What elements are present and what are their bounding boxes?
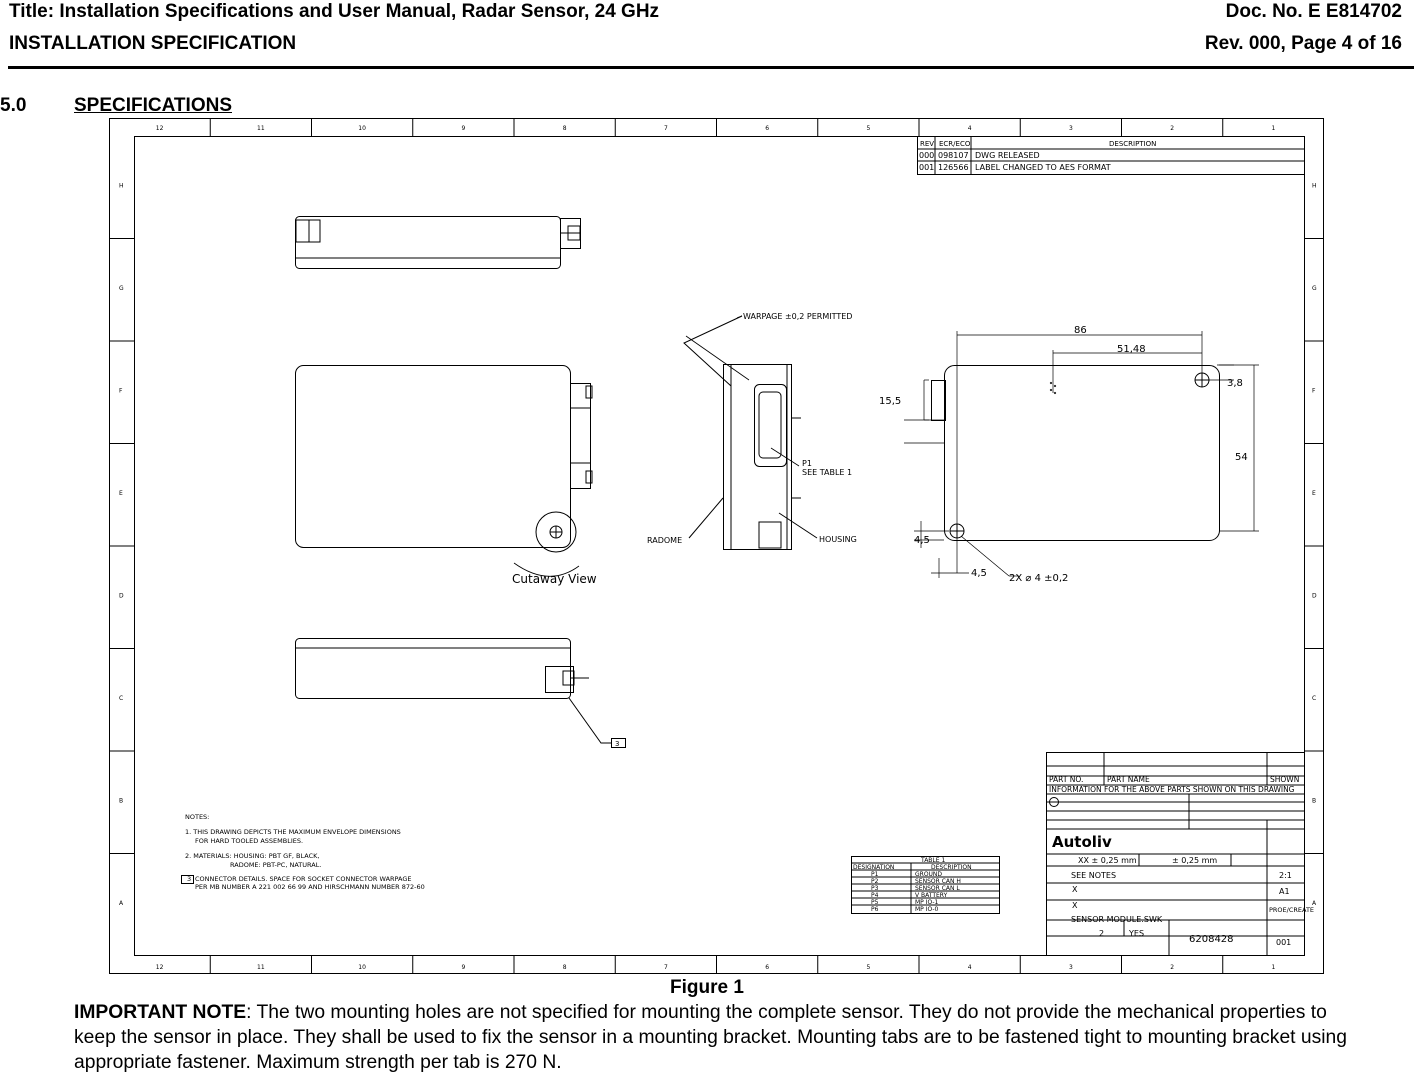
zone-row-label: H [119,182,124,190]
part-no-label: PART NO. [1049,775,1084,784]
dim-3-8: 3,8 [1227,378,1243,389]
table1-header-designation: DESIGNATION [853,864,895,871]
table1-pin: P4 [871,892,879,899]
title-block-rev: 001 [1276,938,1292,947]
sensor-bottom-view [295,639,626,748]
note-1: 1. THIS DRAWING DEPICTS THE MAXIMUM ENVELOPE DIMENSIONS [185,828,401,836]
zone-row-label: F [119,387,123,395]
table1-description: V BATTERY [915,892,948,899]
zone-column-label: 9 [461,125,466,132]
dim-15: 15,5 [879,396,902,407]
revision-page: Rev. 000, Page 4 of 16 [1204,33,1402,54]
table1-pin: P1 [871,871,879,878]
table1-title: TABLE 1 [921,857,946,864]
zone-column-label: 10 [358,964,366,971]
zone-row-label: G [1312,284,1317,292]
sensor-front-view [296,366,593,577]
title-block [1046,752,1305,956]
part-name-label: PART NAME [1107,775,1150,784]
zone-column-label: 4 [967,964,972,971]
autoliv-logo: Autoliv [1052,833,1112,851]
zone-column-label: 10 [358,125,366,132]
zone-column-label: 6 [765,964,770,971]
zone-column-label: 2 [1170,964,1175,971]
radome-label: RADOME [647,536,683,545]
zone-column-label: 8 [562,964,567,971]
revision-table [917,136,1305,175]
zone-row-label: C [119,694,124,702]
zone-column-label: 12 [155,125,164,132]
important-note [74,1000,1364,1075]
description-header: DESCRIPTION [1109,140,1157,148]
classification: 2 [1099,929,1105,938]
zone-row-label: D [119,592,124,600]
eco-cell: 126566 [938,163,969,172]
zone-column-label: 9 [461,964,466,971]
section-title: SPECIFICATIONS [74,95,232,116]
drawing-notes [185,813,425,891]
table1-description: GROUND [915,871,943,878]
dim-86: 86 [1074,325,1087,336]
eco-cell: 098107 [938,151,969,160]
zone-row-label: A [1312,899,1317,907]
see-table-label: SEE TABLE 1 [802,468,853,477]
size-value: A1 [1279,887,1290,896]
note-3: CONNECTOR DETAILS. SPACE FOR SOCKET CONNECTOR WARPAGE [195,875,412,883]
table1-description: MP IO-1 [915,899,939,906]
cutaway-label: Cutaway View [512,572,597,586]
zone-row-label: F [1312,387,1316,395]
table1-description: SENSOR CAN H [915,878,961,885]
sensor-top-view [295,217,581,269]
dim-51: 51,48 [1117,344,1146,355]
file-name: SENSOR MODULE.SWK [1071,915,1163,924]
zone-column-label: 6 [765,125,770,132]
zone-column-label: 3 [1068,125,1073,132]
warpage-label: WARPAGE ±0,2 PERMITTED [743,312,853,321]
zone-row-label: E [1312,489,1316,497]
sensor-dimensioned-view [904,331,1259,578]
table1-header-description: DESCRIPTION [931,864,972,871]
zone-row-label: E [119,489,123,497]
zone-column-label: 1 [1271,964,1276,971]
zone-row-label: C [1312,694,1317,702]
document-subtitle: INSTALLATION SPECIFICATION [9,33,297,54]
zone-row-label: D [1312,592,1317,600]
zone-row-label: A [119,899,124,907]
zone-column-label: 4 [967,125,972,132]
dim-4-5-b: 4,5 [971,568,987,579]
note-3-cont: PER MB NUMBER A 221 002 66 99 AND HIRSCHMANN NUMBER 872-60 [195,883,425,891]
zone-column-label: 7 [663,964,668,971]
rev-cell: 001 [919,163,935,172]
important-note-text: : The two mounting holes are not specified for mounting the complete sensor. They do not provide the mechanical properties to keep the sensor in place. They shall be used to fix the sensor in a mounting bracket. Mounting tabs are to be fastened tight to mounting bracket using appropriate fastener. Maximum strength per tab is 270 N. [74,1002,1347,1073]
table1-pin: P5 [871,899,879,906]
header-rule [8,66,1414,69]
shown-label: SHOWN [1270,775,1300,784]
zone-grid [109,118,1324,974]
table1-pin: P3 [871,885,879,892]
zone-column-label: 5 [866,125,871,132]
zone-column-label: 2 [1170,125,1175,132]
document-title: Title: Installation Specifications and User Manual, Radar Sensor, 24 GHz [9,1,660,22]
drawing-number: 6208428 [1189,934,1234,945]
callout-3: 3 [615,740,620,748]
drawing-outer-frame [110,119,1324,974]
note-2: 2. MATERIALS: HOUSING: PBT GF, BLACK, [185,852,320,860]
tolerance-x: ± 0,25 mm [1172,856,1218,865]
rev-header: REV [920,140,935,148]
engineering-drawing [109,118,1324,974]
rev-cell: 000 [919,151,935,160]
table1-pin: P6 [871,906,879,913]
zone-row-label: B [119,797,124,805]
description-cell: DWG RELEASED [975,151,1040,160]
info-label: INFORMATION FOR THE ABOVE PARTS SHOWN ON THIS DRAWING [1049,785,1295,794]
note-3-number: 3 [187,875,192,883]
important-note-label: IMPORTANT NOTE [74,1002,247,1023]
zone-column-label: 3 [1068,964,1073,971]
pin-p1-label: P1 [802,459,812,468]
cad-value: X [1072,901,1078,910]
scale-value: 2:1 [1279,871,1292,880]
sensor-side-view [684,316,817,550]
dim-4-5-a: 4,5 [914,535,930,546]
zone-row-label: H [1312,182,1317,190]
zone-row-label: G [119,284,124,292]
eco-header: ECR/ECO [939,140,971,148]
dim-54: 54 [1235,452,1248,463]
table1-description: MP IO-0 [915,906,939,913]
table1-pin: P2 [871,878,879,885]
zone-column-label: 5 [866,964,871,971]
housing-label: HOUSING [819,535,857,544]
table1-description: SENSOR CAN L [915,885,960,892]
notes-heading: NOTES: [185,813,210,821]
drawing-yes: YES [1129,929,1145,938]
zone-column-label: 11 [257,964,265,971]
cad-system: PROE/CREATE [1269,906,1315,914]
see-notes: SEE NOTES [1071,871,1117,880]
zone-column-label: 7 [663,125,668,132]
figure-caption: Figure 1 [670,977,744,998]
zone-column-label: 12 [155,964,164,971]
zone-column-label: 11 [257,125,265,132]
note-2-cont: RADOME: PBT-PC, NATURAL. [230,861,322,869]
zone-column-label: 1 [1271,125,1276,132]
tolerance-xx: XX ± 0,25 mm [1078,856,1137,865]
document-number: Doc. No. E E814702 [1225,1,1402,22]
zone-column-label: 8 [562,125,567,132]
note-1-cont: FOR HARD TOOLED ASSEMBLIES. [195,837,304,845]
description-cell: LABEL CHANGED TO AES FORMAT [975,163,1111,172]
zone-row-label: B [1312,797,1317,805]
section-number: 5.0 [0,95,27,116]
dim-holes: 2X ⌀ 4 ±0,2 [1009,573,1069,584]
reference-value: X [1072,885,1078,894]
